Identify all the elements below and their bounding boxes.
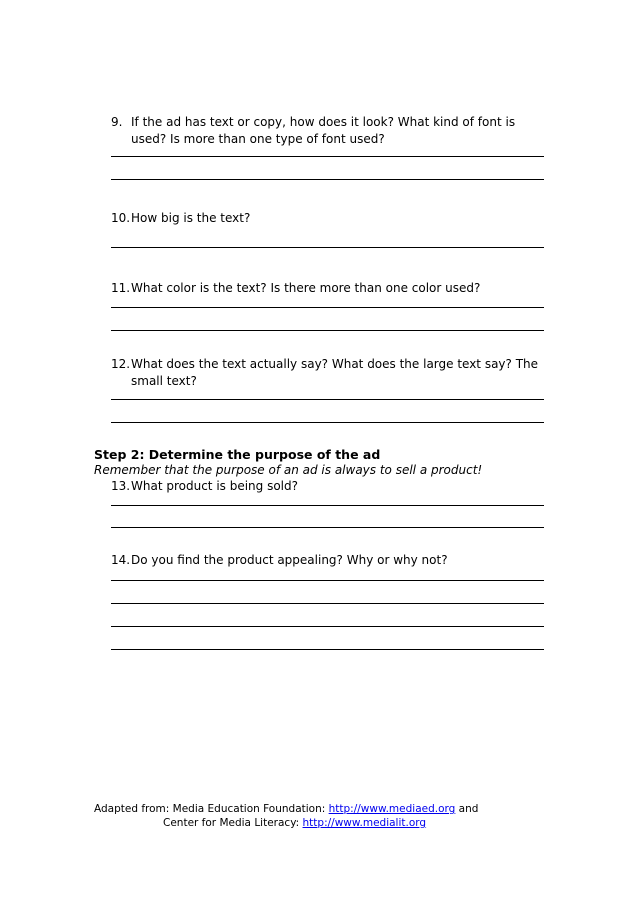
question-12-text: What does the text actually say? What does the large text say? The small text?	[131, 357, 539, 388]
answer-line[interactable]	[111, 649, 544, 650]
footer-prefix-2: Center for Media Literacy:	[163, 817, 303, 829]
footer-prefix-1: Adapted from: Media Education Foundation:	[94, 803, 329, 815]
question-12-number: 12.	[111, 357, 131, 371]
footer-attribution-line-1	[94, 802, 478, 816]
answer-line[interactable]	[111, 307, 544, 308]
footer-attribution-line-2	[163, 816, 426, 830]
mediaed-link[interactable]: http://www.mediaed.org	[328, 803, 456, 815]
answer-line[interactable]	[111, 505, 544, 506]
step-2-note: Remember that the purpose of an ad is always to sell a product!	[94, 463, 483, 477]
step-2-heading: Step 2: Determine the purpose of the ad	[94, 447, 381, 462]
question-10-number: 10.	[111, 211, 131, 225]
question-9-text: If the ad has text or copy, how does it look? What kind of font is used? Is more than one type of font used?	[131, 115, 516, 146]
question-13-number: 13.	[111, 479, 131, 493]
question-13-text: What product is being sold?	[131, 479, 298, 493]
answer-line[interactable]	[111, 626, 544, 627]
answer-line[interactable]	[111, 603, 544, 604]
question-11-number: 11.	[111, 281, 131, 295]
medialit-link[interactable]: http://www.medialit.org	[302, 817, 427, 829]
question-11-text: What color is the text? Is there more than one color used?	[131, 281, 481, 295]
answer-line[interactable]	[111, 179, 544, 180]
answer-line[interactable]	[111, 156, 544, 157]
question-14-text: Do you find the product appealing? Why or why not?	[131, 553, 448, 567]
answer-line[interactable]	[111, 580, 544, 581]
answer-line[interactable]	[111, 399, 544, 400]
answer-line[interactable]	[111, 247, 544, 248]
question-9-number: 9.	[111, 115, 123, 129]
answer-line[interactable]	[111, 330, 544, 331]
question-10-text: How big is the text?	[131, 211, 251, 225]
answer-line[interactable]	[111, 422, 544, 423]
footer-suffix-1: and	[455, 803, 479, 815]
answer-line[interactable]	[111, 527, 544, 528]
question-14-number: 14.	[111, 553, 131, 567]
